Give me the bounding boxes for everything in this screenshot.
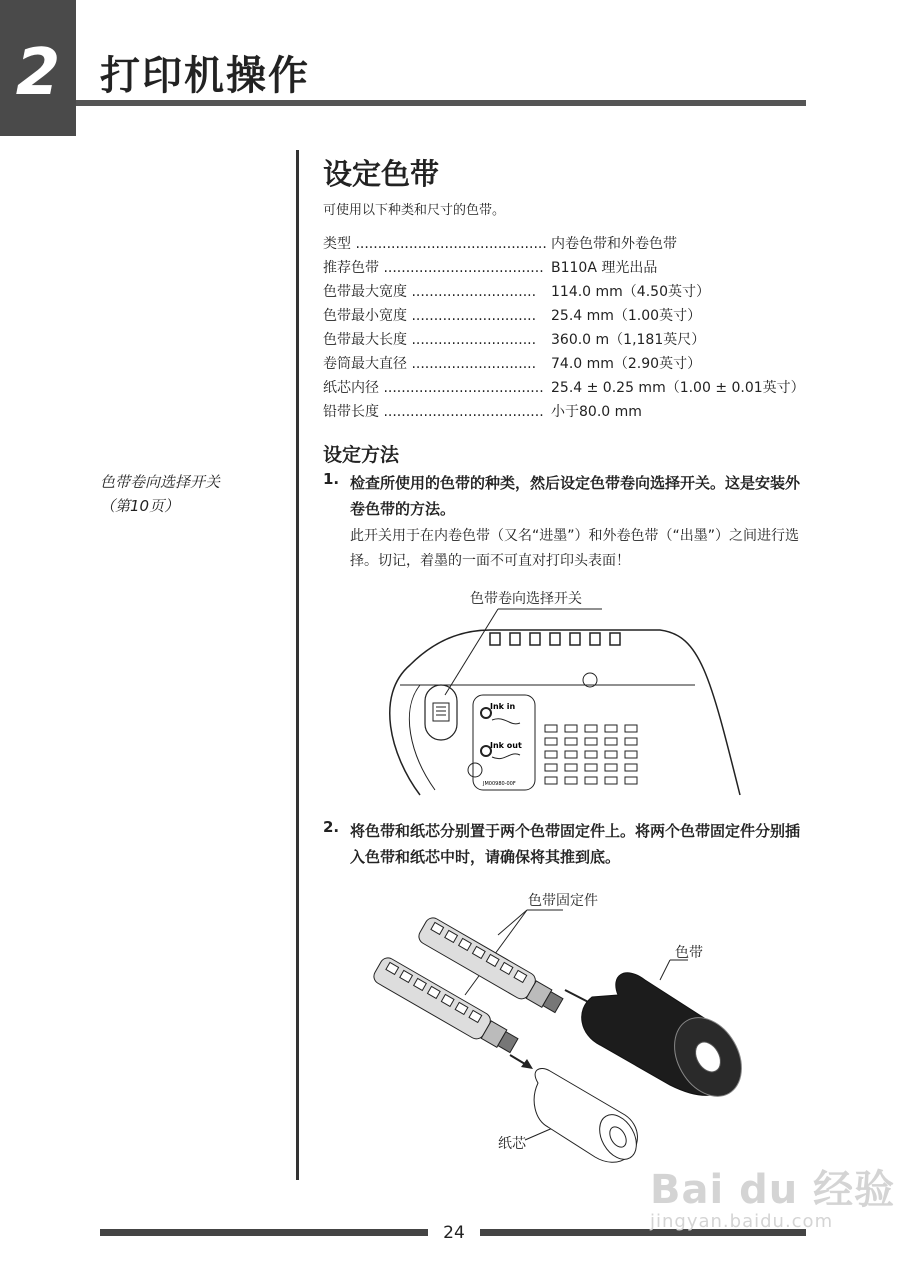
spec-value: 25.4 ± 0.25 mm（1.00 ± 0.01英寸） (551, 380, 805, 396)
spec-key: 卷筒最大直径 ............................ (323, 356, 537, 372)
chapter-title: 打印机操作 (100, 53, 310, 99)
spec-value: 25.4 mm（1.00英寸） (551, 308, 702, 324)
spec-key: 色带最大长度 ............................ (323, 332, 537, 348)
section-title: 设定色带 (323, 157, 440, 191)
switch-label: 色带卷向选择开关 (470, 591, 582, 607)
part-number-text: JM00980-00F (483, 781, 516, 787)
spec-key: 铅带长度 .................................... (323, 404, 544, 420)
spec-value: 360.0 m（1,181英尺） (551, 332, 706, 348)
spec-value: 74.0 mm（2.90英寸） (551, 356, 702, 372)
sidebar-note-line2: （第10页） (100, 497, 180, 515)
step-1 (323, 470, 813, 574)
spec-key: 色带最大宽度 ............................ (323, 284, 537, 300)
ribbon-switch-figure (380, 585, 750, 800)
spec-key: 类型 ........................................... (323, 236, 547, 252)
printer-diagram (380, 585, 750, 800)
ink-in-text: Ink in (490, 702, 516, 711)
spec-value: 内卷色带和外卷色带 (551, 236, 677, 252)
sidebar-note (100, 470, 220, 518)
step-number: 1. (323, 470, 340, 488)
spec-key: 纸芯内径 .................................... (323, 380, 544, 396)
spec-row (323, 280, 843, 304)
ribbon-holder-figure (370, 885, 770, 1175)
spec-table (323, 232, 843, 424)
step-instruction: 将色带和纸芯分别置于两个色带固定件上。将两个色带固定件分别插入色带和纸芯中时，请确保将其推到底。 (350, 822, 801, 866)
watermark-main: Bai du 经验 (650, 1167, 896, 1213)
spec-row (323, 304, 843, 328)
step-instruction: 检查所使用的色带的种类，然后设定色带卷向选择开关。这是安装外卷色带的方法。 (350, 474, 801, 518)
spec-key: 色带最小宽度 ............................ (323, 308, 537, 324)
spec-row (323, 376, 843, 400)
ink-out-text: Ink out (490, 741, 522, 750)
chapter-rule (76, 100, 806, 106)
core-label: 纸芯 (498, 1136, 526, 1152)
watermark (650, 1158, 895, 1232)
spec-value: 小于80.0 mm (551, 404, 642, 420)
column-divider (296, 150, 299, 1180)
spec-key: 推荐色带 .................................... (323, 260, 544, 276)
ribbon-diagram (370, 885, 770, 1175)
page-number: 24 (443, 1223, 465, 1243)
spec-row (323, 328, 843, 352)
ribbon-label: 色带 (675, 945, 703, 961)
spec-row (323, 256, 843, 280)
section-intro: 可使用以下种类和尺寸的色带。 (323, 203, 506, 218)
holder-label: 色带固定件 (528, 893, 598, 909)
spec-row (323, 400, 843, 424)
chapter-tab (0, 0, 76, 136)
step-detail: 此开关用于在内卷色带（又名“进墨”）和外卷色带（“出墨”）之间进行选择。切记，着墨的一面不可直对打印头表面！ (350, 528, 800, 569)
chapter-number: 2 (15, 36, 61, 110)
spec-row (323, 232, 843, 256)
spec-row (323, 352, 843, 376)
spec-value: 114.0 mm（4.50英寸） (551, 284, 710, 300)
sidebar-note-line1: 色带卷向选择开关 (100, 473, 221, 491)
step-number: 2. (323, 818, 340, 836)
method-title: 设定方法 (323, 444, 400, 466)
spec-value: B110A 理光出品 (551, 260, 658, 276)
step-2 (323, 818, 813, 870)
watermark-sub: jingyan.baidu.com (650, 1211, 834, 1232)
footer-rule-left (100, 1229, 428, 1236)
